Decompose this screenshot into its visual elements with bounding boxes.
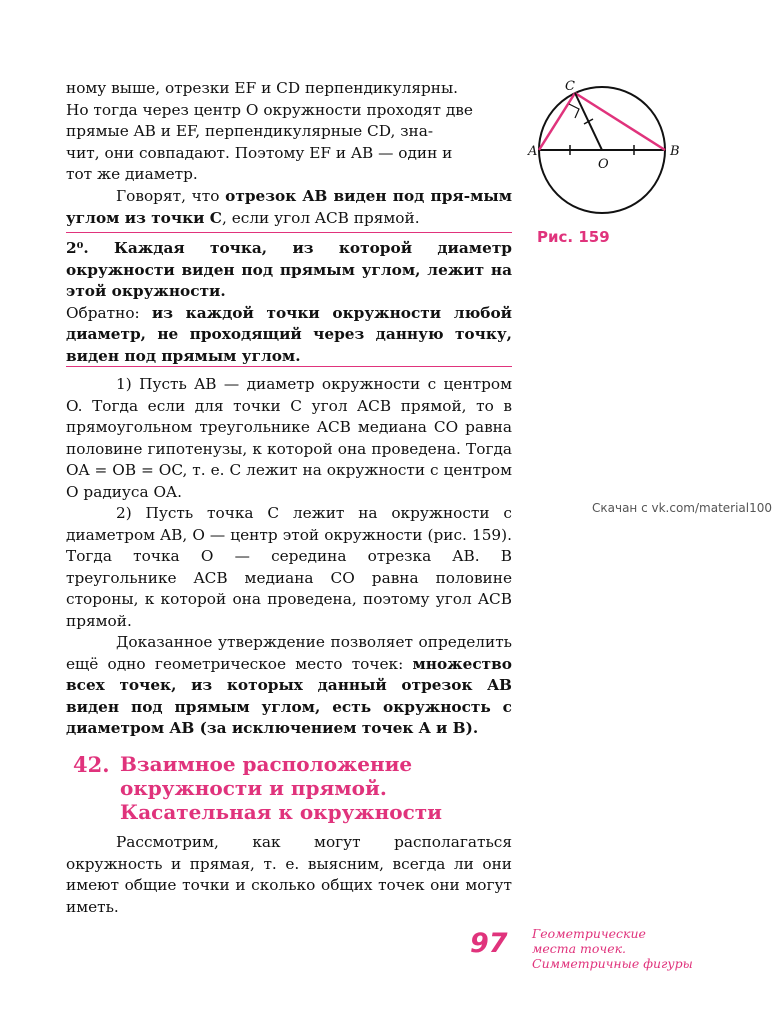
definition-term: отрезок AB виден под пря-мым углом из точки C — [66, 187, 512, 227]
theorem-top-rule — [66, 232, 512, 233]
conclusion-lead: Доказанное утверждение позволяет определить ещё одно геометрическое место точек: — [66, 633, 512, 673]
line: ному выше, отрезки EF и CD перпендикулярны. — [66, 79, 459, 97]
proof-part-2: 2) Пусть точка C лежит на окружности с диаметром AB, O — центр этой окружности (рис. 159). Тогда точка O — середина отрезка AB. В треугольнике ACB медиана CO равна половине стороны, к которой она проведена, поэтому угол ACB прямой. — [66, 504, 512, 630]
running-title-line: места точек. — [532, 941, 627, 956]
line: чит, они совпадают. Поэтому EF и AB — один и — [66, 143, 453, 162]
page-number: 97 — [470, 928, 508, 959]
label-c: C — [565, 79, 575, 94]
label-b: B — [670, 144, 680, 159]
theorem-box — [66, 238, 512, 367]
definition-paragraph — [66, 186, 512, 229]
section-title — [120, 752, 460, 824]
running-title-line: Симметричные фигуры — [532, 956, 693, 971]
intro-text: Рассмотрим, как могут располагаться окружность и прямая, т. е. выясним, всегда ли они имеют общие точки и сколько общих точек они могут иметь. — [66, 833, 512, 916]
converse-lead: Обратно: — [66, 303, 152, 322]
definition-tail: , если угол ACB прямой. — [221, 208, 420, 227]
section-title-line: Касательная к окружности — [120, 800, 442, 824]
definition-lead: Говорят, что — [116, 187, 226, 205]
line: Но тогда через центр O окружности проходят две — [66, 100, 473, 119]
running-title — [532, 926, 732, 971]
proof — [66, 374, 512, 740]
right-angle-mark — [569, 104, 579, 118]
conclusion-statement: множество всех точек, из которых данный отрезок AB виден под прямым углом, есть окружность с диаметром AB (за исключением точек A и B). — [66, 654, 512, 737]
segment-ca — [539, 93, 575, 150]
proof-part-1: 1) Пусть AB — диаметр окружности с центром O. Тогда если для точки C угол ACB прямой, то в прямоугольном треугольнике ACB медиана CO равна половине гипотенузы, к которой она проведена. Тогда OA = OB = OC, т. е. C лежит на окружности с центром O радиуса OA. — [66, 375, 512, 501]
paragraph-continued — [66, 78, 512, 186]
line: прямые AB и EF, перпендикулярные CD, зна- — [66, 122, 434, 140]
theorem-bottom-rule — [66, 366, 512, 367]
section-title-line: окружности и прямой. — [120, 776, 387, 800]
section-intro — [66, 832, 512, 918]
section-number: 42. — [73, 752, 110, 777]
section-title-line: Взаимное расположение — [120, 752, 413, 776]
converse-statement: из каждой точки окружности любой диаметр, не проходящий через данную точку, виден под прямым углом. — [66, 303, 513, 365]
label-a: A — [528, 144, 538, 159]
theorem-statement: 2⁰. Каждая точка, из которой диаметр окружности виден под прямым углом, лежит на этой окружности. — [66, 239, 512, 300]
download-watermark: Скачан с vk.com/material100 — [592, 501, 773, 515]
running-title-line: Геометрические — [532, 926, 646, 941]
line: тот же диаметр. — [66, 165, 198, 183]
label-o: O — [598, 157, 609, 172]
figure-159 — [526, 78, 696, 218]
figure-caption: Рис. 159 — [537, 228, 610, 246]
